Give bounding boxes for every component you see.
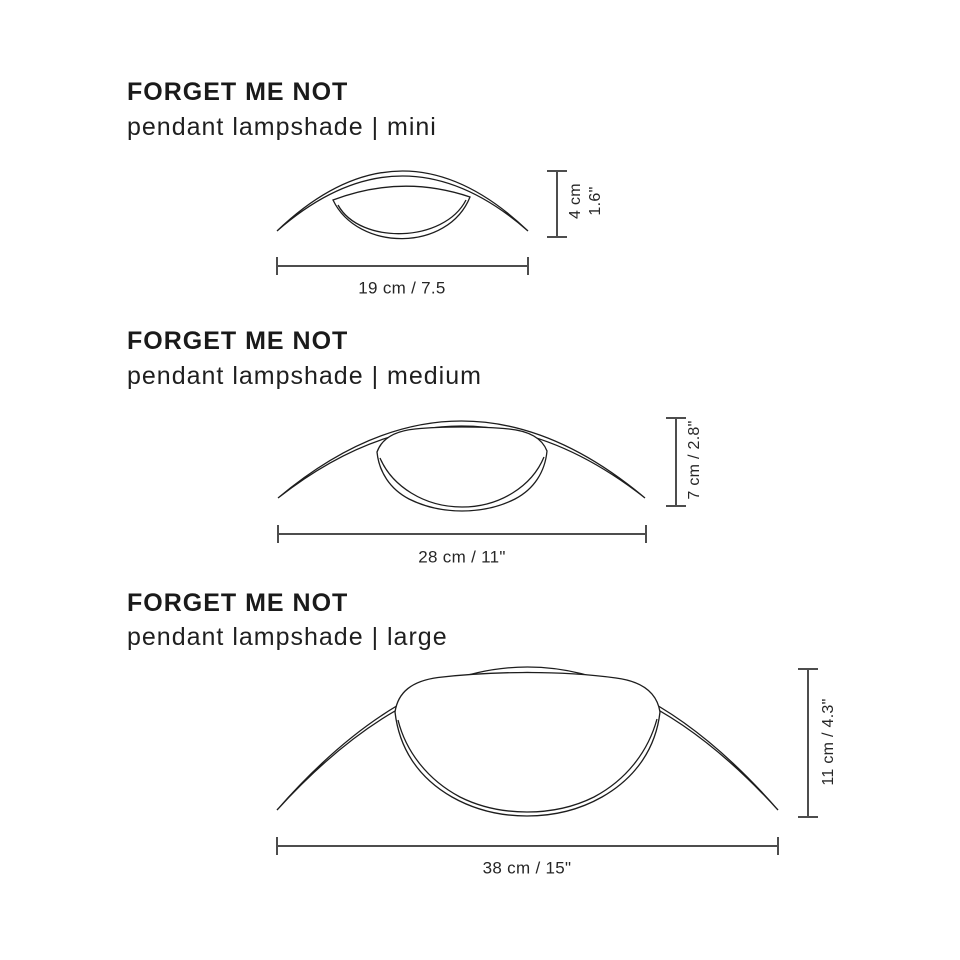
product-title-mini: FORGET ME NOT: [127, 78, 349, 106]
mini-height-in: 1.6": [587, 186, 604, 216]
product-subtitle-mini: pendant lampshade | mini: [127, 113, 437, 141]
product-title-large: FORGET ME NOT: [127, 589, 349, 617]
medium-height-label: 7 cm / 2.8": [686, 420, 703, 500]
product-title-medium: FORGET ME NOT: [127, 327, 349, 355]
medium-width-label: 28 cm / 11": [418, 547, 506, 567]
product-subtitle-large: pendant lampshade | large: [127, 623, 448, 651]
product-subtitle-medium: pendant lampshade | medium: [127, 362, 482, 390]
large-height-label: 11 cm / 4.3": [820, 698, 837, 786]
large-width-label: 38 cm / 15": [482, 858, 572, 878]
mini-height-cm: 4 cm: [567, 183, 584, 219]
mini-width-label: 19 cm / 7.5: [358, 278, 446, 298]
